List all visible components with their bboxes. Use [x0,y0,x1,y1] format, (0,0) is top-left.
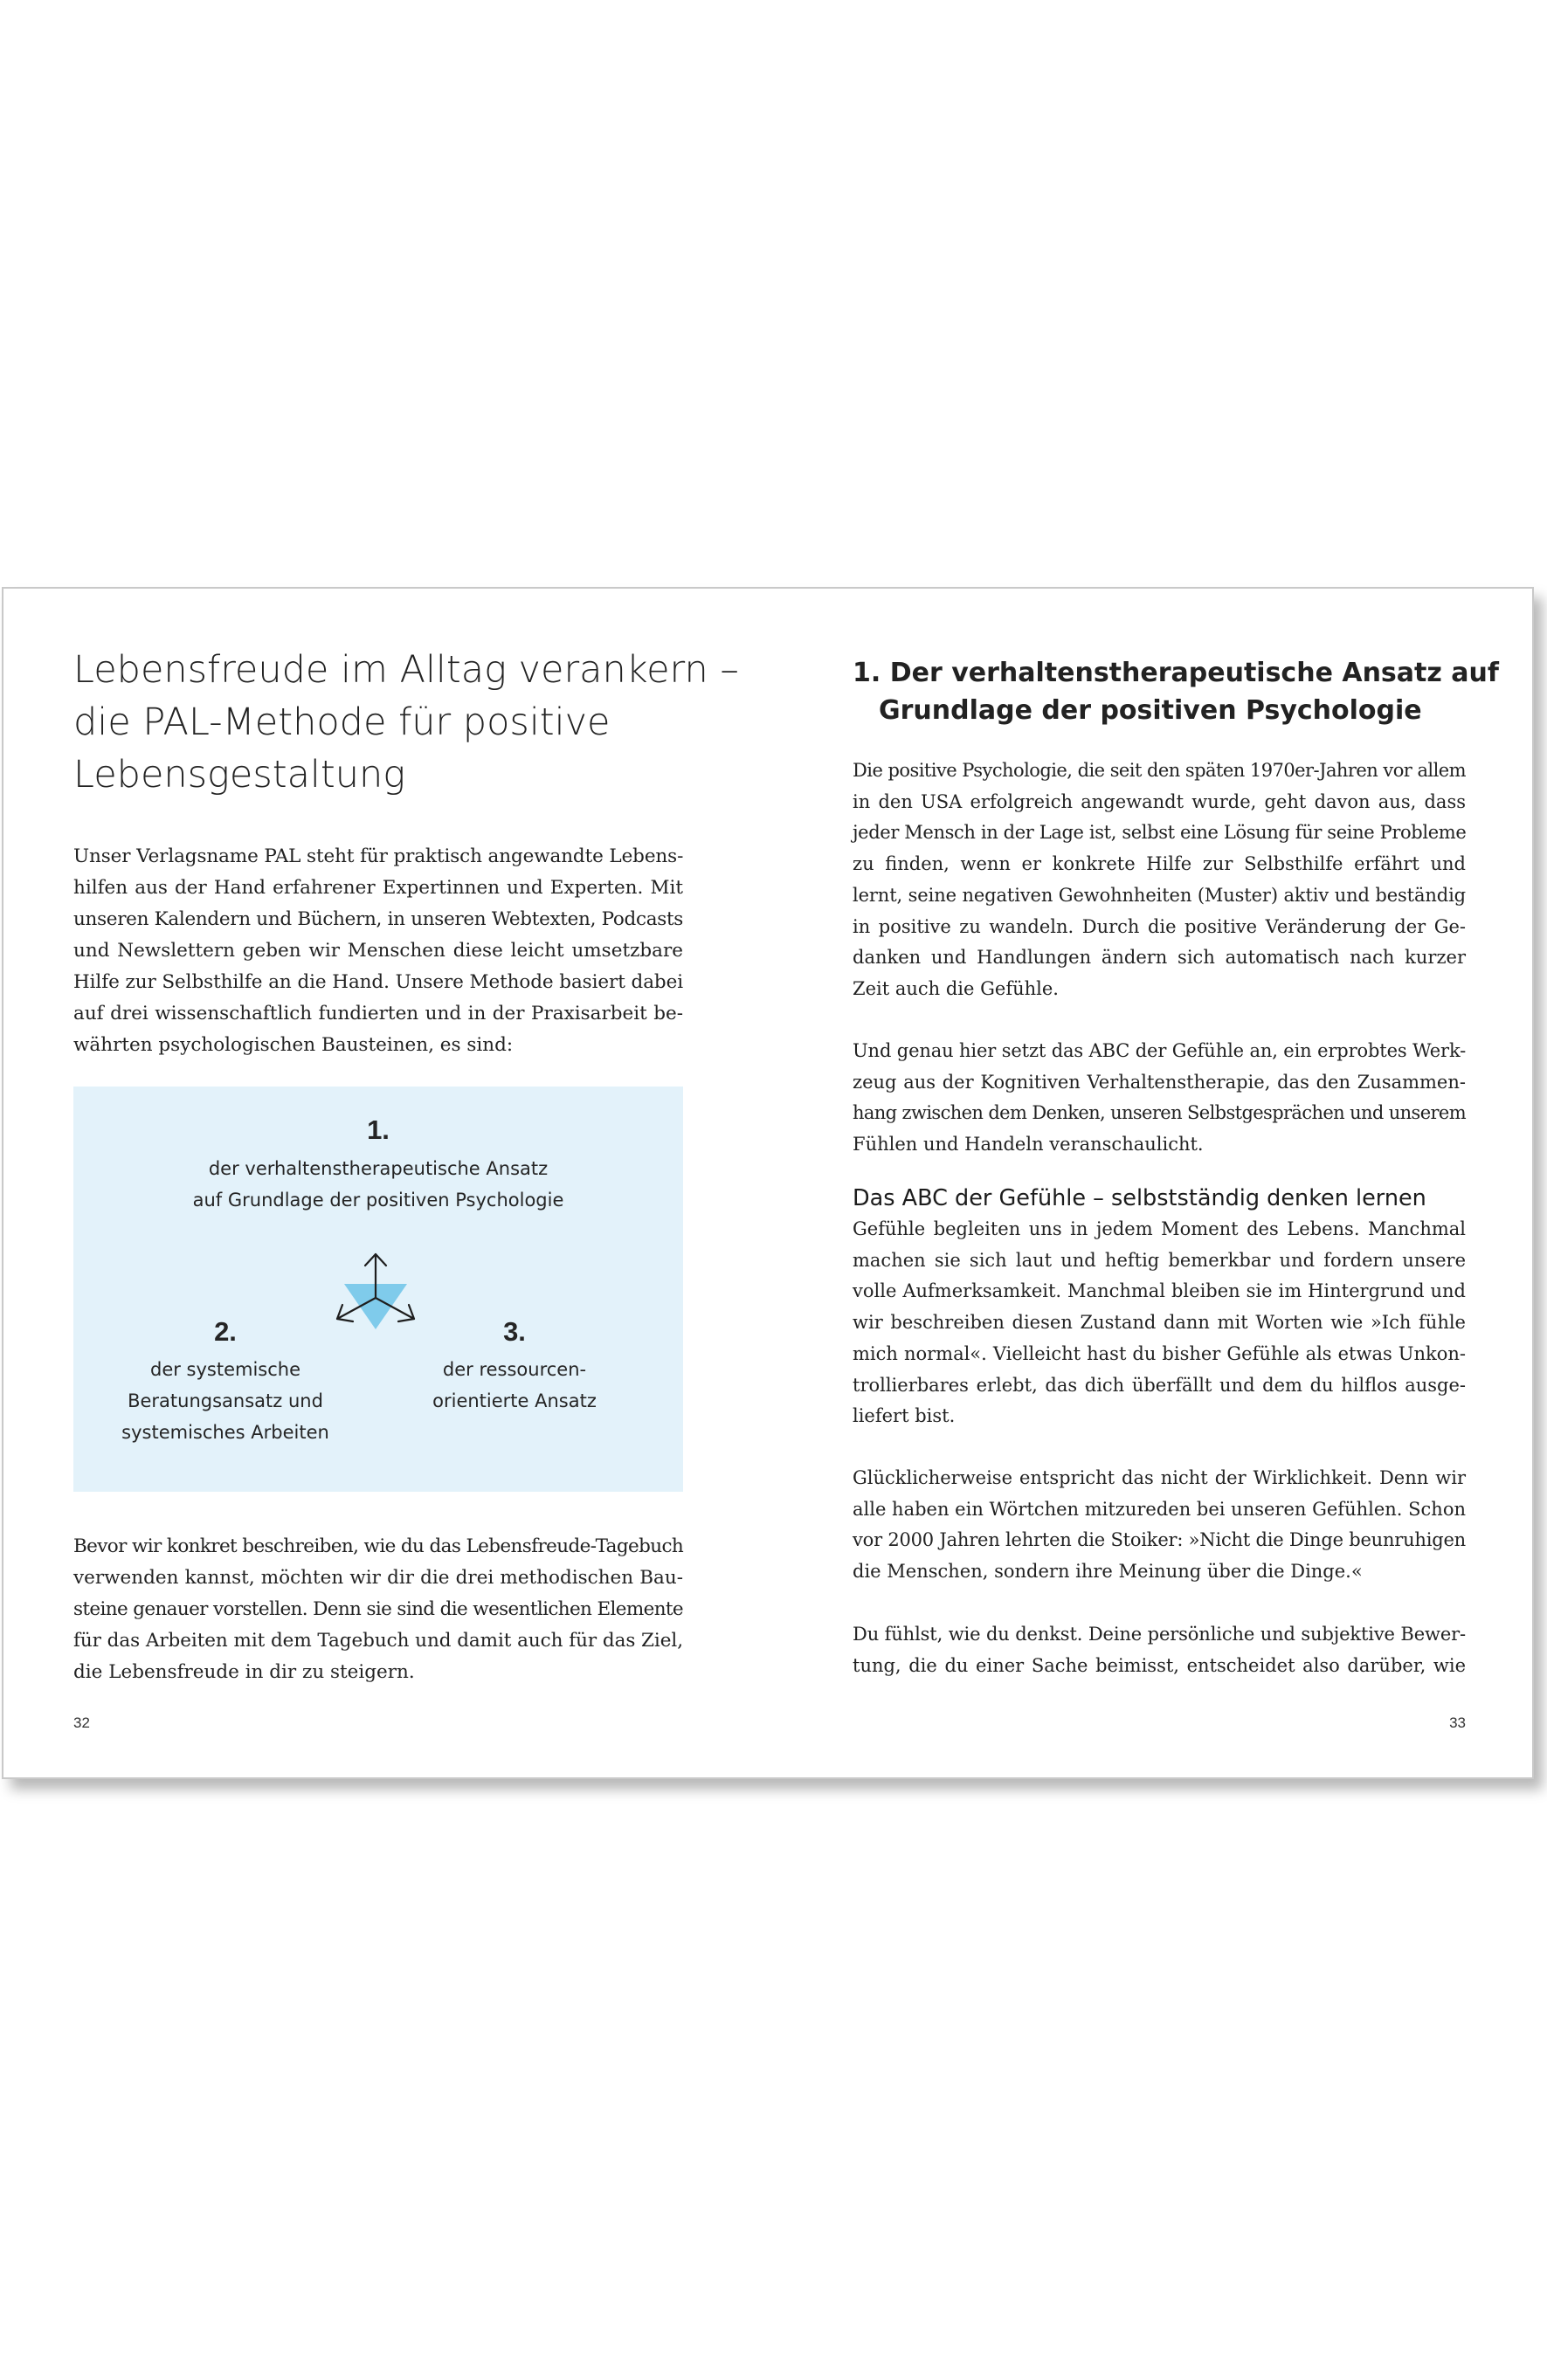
text-line: machen sie sich laut und heftig bemerkbar und fordern unsere [853,1249,1466,1271]
text-line: Und genau hier setzt das ABC der Gefühle an, ein erprobtes Werk- [853,1040,1467,1061]
methods-infobox [73,1087,683,1492]
caption-line: orientierte Ansatz [432,1390,597,1411]
text-line: währten psychologischen Bausteinen, es sind: [73,1034,514,1056]
text-line: Du fühlst, wie du denkst. Deine persönliche und subjektive Bewer- [853,1624,1466,1645]
text-line: alle haben ein Wörtchen mitzureden bei unseren Gefühlen. Schon [853,1498,1466,1520]
text-line: die Menschen, sondern ihre Meinung über die Dinge.« [853,1561,1363,1583]
text-line: volle Aufmerksamkeit. Manchmal bleiben sie im Hintergrund und [853,1280,1466,1302]
three-arrows-triangle-icon [333,1252,418,1338]
text-line: verwenden kannst, möchten wir dir die drei methodischen Bau- [73,1567,683,1589]
method-3-number: 3. [503,1316,526,1347]
chapter-title-line: die PAL-Methode für positive [73,700,611,744]
text-line: für das Arbeiten mit dem Tagebuch und damit auch für das Ziel, [73,1630,683,1652]
text-line: in den USA erfolgreich angewandt wurde, geht davon aus, dass [853,790,1466,812]
text-line: vor 2000 Jahren lehrten die Stoiker: »Nicht die Dinge beunruhigen [853,1529,1466,1551]
text-line: Hilfe zur Selbsthilfe an die Hand. Unsere Methode basiert dabei [73,971,683,993]
text-line: steine genauer vorstellen. Denn sie sind die wesentlichen Elemente [73,1598,683,1620]
page-number-right: 33 [1449,1714,1466,1731]
caption-line: Beratungsansatz und [128,1390,323,1411]
subheading-abc: Das ABC der Gefühle – selbstständig denken lernen [853,1185,1426,1211]
text-line: Glücklicherweise entspricht das nicht der Wirklichkeit. Denn wir [853,1467,1466,1488]
abc-intro-paragraph [853,1036,1466,1161]
text-line: hang zwischen dem Denken, unseren Selbstgesprächen und unserem [853,1102,1466,1124]
text-line: zeug aus der Kognitiven Verhaltenstherapie, das den Zusammen- [853,1071,1466,1093]
text-line: tung, die du einer Sache beimisst, entscheidet also darüber, wie [853,1654,1466,1676]
intro-paragraph [73,841,683,1061]
text-line: Gefühle begleiten uns in jedem Moment des Lebens. Manchmal [853,1218,1466,1239]
method-2-caption [94,1354,356,1448]
chapter-title [73,644,739,801]
text-line: Die positive Psychologie, die seit den späten 1970er-Jahren vor allem [853,760,1466,781]
book-spread [2,587,1534,1779]
section-heading [853,654,1499,729]
text-line: in positive zu wandeln. Durch die positive Veränderung der Ge- [853,915,1466,937]
text-line: wir beschreiben diesen Zustand dann mit Worten wie »Ich fühle [853,1312,1466,1334]
text-line: Zeit auch die Gefühle. [853,977,1059,999]
text-line: und Newslettern geben wir Menschen diese leicht umsetzbare [73,940,683,962]
left-page [73,589,739,1777]
text-line: liefert bist. [853,1405,956,1427]
method-2-number: 2. [214,1316,237,1347]
section-heading-line: 1. Der verhaltenstherapeutische Ansatz auf [853,658,1499,688]
text-line: jeder Mensch in der Lage ist, selbst eine Lösung für seine Probleme [853,822,1467,844]
method-1-caption [73,1153,683,1216]
evaluation-paragraph [853,1619,1466,1681]
text-line: auf drei wissenschaftlich fundierten und in der Praxisarbeit be- [73,1003,683,1024]
caption-line: auf Grundlage der positiven Psychologie [192,1190,564,1211]
closing-paragraph [73,1531,683,1688]
section-heading-line: Grundlage der positiven Psychologie [879,695,1422,726]
chapter-title-line: Lebensfreude im Alltag verankern – [73,648,739,692]
caption-line: der ressourcen- [442,1359,587,1380]
text-line: Bevor wir konkret beschreiben, wie du das Lebensfreude-Tagebuch [73,1535,684,1557]
page-number-left: 32 [73,1714,90,1731]
text-line: unseren Kalendern und Büchern, in unseren Webtexten, Podcasts [73,908,684,930]
text-line: hilfen aus der Hand erfahrener Expertinnen und Experten. Mit [73,877,683,899]
text-line: zu finden, wenn er konkrete Hilfe zur Selbsthilfe erfährt und [853,853,1466,875]
caption-line: der verhaltenstherapeutische Ansatz [208,1158,549,1179]
text-line: danken und Handlungen ändern sich automatisch nach kurzer [853,947,1466,969]
text-line: Fühlen und Handeln veranschaulicht. [853,1134,1204,1156]
text-line: Unser Verlagsname PAL steht für praktisch angewandte Lebens- [73,845,684,867]
right-page [853,589,1499,1777]
method-1-number: 1. [367,1114,390,1145]
method-3-caption [383,1354,646,1417]
chapter-title-line: Lebensgestaltung [73,753,406,797]
text-line: mich normal«. Vielleicht hast du bisher Gefühle als etwas Unkon- [853,1342,1466,1364]
feelings-paragraph [853,1214,1466,1432]
text-line: trollierbares erlebt, das dich überfällt und dem du hilflos ausge- [853,1374,1466,1396]
text-line: die Lebensfreude in dir zu steigern. [73,1661,415,1683]
caption-line: systemisches Arbeiten [121,1422,329,1443]
positive-psychology-paragraph [853,755,1466,1005]
text-line: lernt, seine negativen Gewohnheiten (Muster) aktiv und beständig [853,884,1466,906]
caption-line: der systemische [149,1359,301,1380]
stoics-paragraph [853,1463,1466,1588]
